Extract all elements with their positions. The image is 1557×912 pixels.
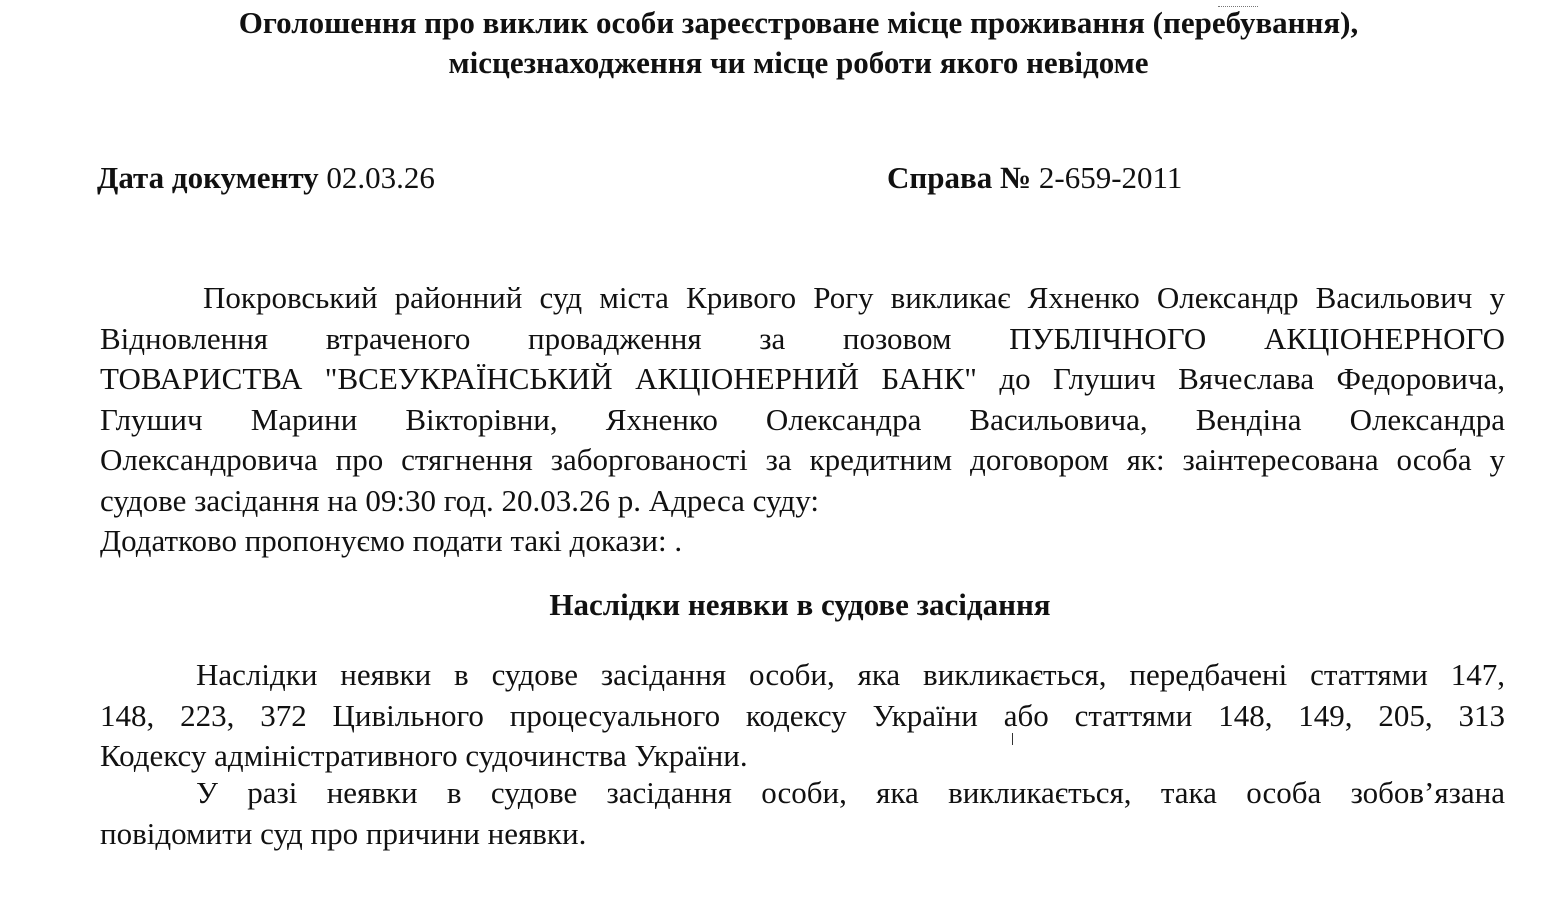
case-label: Справа №	[887, 160, 1032, 195]
date-label: Дата документу	[97, 160, 319, 195]
summons-line: ТОВАРИСТВА "ВСЕУКРАЇНСЬКИЙ АКЦІОНЕРНИЙ БАНК" до Глушич Вячеслава Федоровича,	[100, 361, 1505, 396]
scan-artifact	[1012, 733, 1016, 745]
consequences-heading: Наслідки неявки в судове засідання	[549, 587, 1051, 622]
consequences-line: 148, 223, 372 Цивільного процесуального кодексу України або статтями 148, 149, 205, 313	[100, 697, 1505, 733]
document-date	[97, 158, 435, 198]
document-title-line-1: Оголошення про виклик особи зареєстроване місце проживання (перебування),	[238, 5, 1359, 40]
summons-line: Глушич Марини Вікторівни, Яхненко Олександра Васильовича, Вендіна Олександра	[100, 401, 1505, 437]
summons-paragraph	[100, 278, 1505, 562]
case-value: 2-659-2011	[1038, 160, 1183, 195]
summons-line: судове засідання на 09:30 год. 20.03.26 р. Адреса суду:	[100, 482, 819, 518]
duty-paragraph	[100, 773, 1505, 854]
evidence-request-line: Додатково пропонуємо подати такі докази: .	[100, 523, 683, 558]
summons-line: Олександровича про стягнення заборгованості за кредитним договором як: заінтересована особа у	[100, 442, 1505, 477]
consequences-paragraph	[100, 655, 1505, 777]
summons-line: Покровський районний суд міста Кривого Рогу викликає Яхненко Олександр Васильович у	[203, 280, 1505, 315]
summons-line: Відновлення втраченого провадження за позовом ПУБЛІЧНОГО АКЦІОНЕРНОГО	[100, 320, 1505, 356]
duty-line: У разі неявки в судове засідання особи, яка викликається, така особа зобов’язана	[196, 775, 1505, 810]
consequences-line: Кодексу адміністративного судочинства України.	[100, 738, 748, 773]
case-number	[887, 158, 1182, 198]
date-value: 02.03.26	[326, 160, 435, 195]
duty-line: повідомити суд про причини неявки.	[100, 815, 587, 851]
consequences-line: Наслідки неявки в судове засідання особи, яка викликається, передбачені статтями 147,	[196, 657, 1505, 692]
document-title-line-2: місцезнаходження чи місце роботи якого невідоме	[448, 45, 1149, 80]
